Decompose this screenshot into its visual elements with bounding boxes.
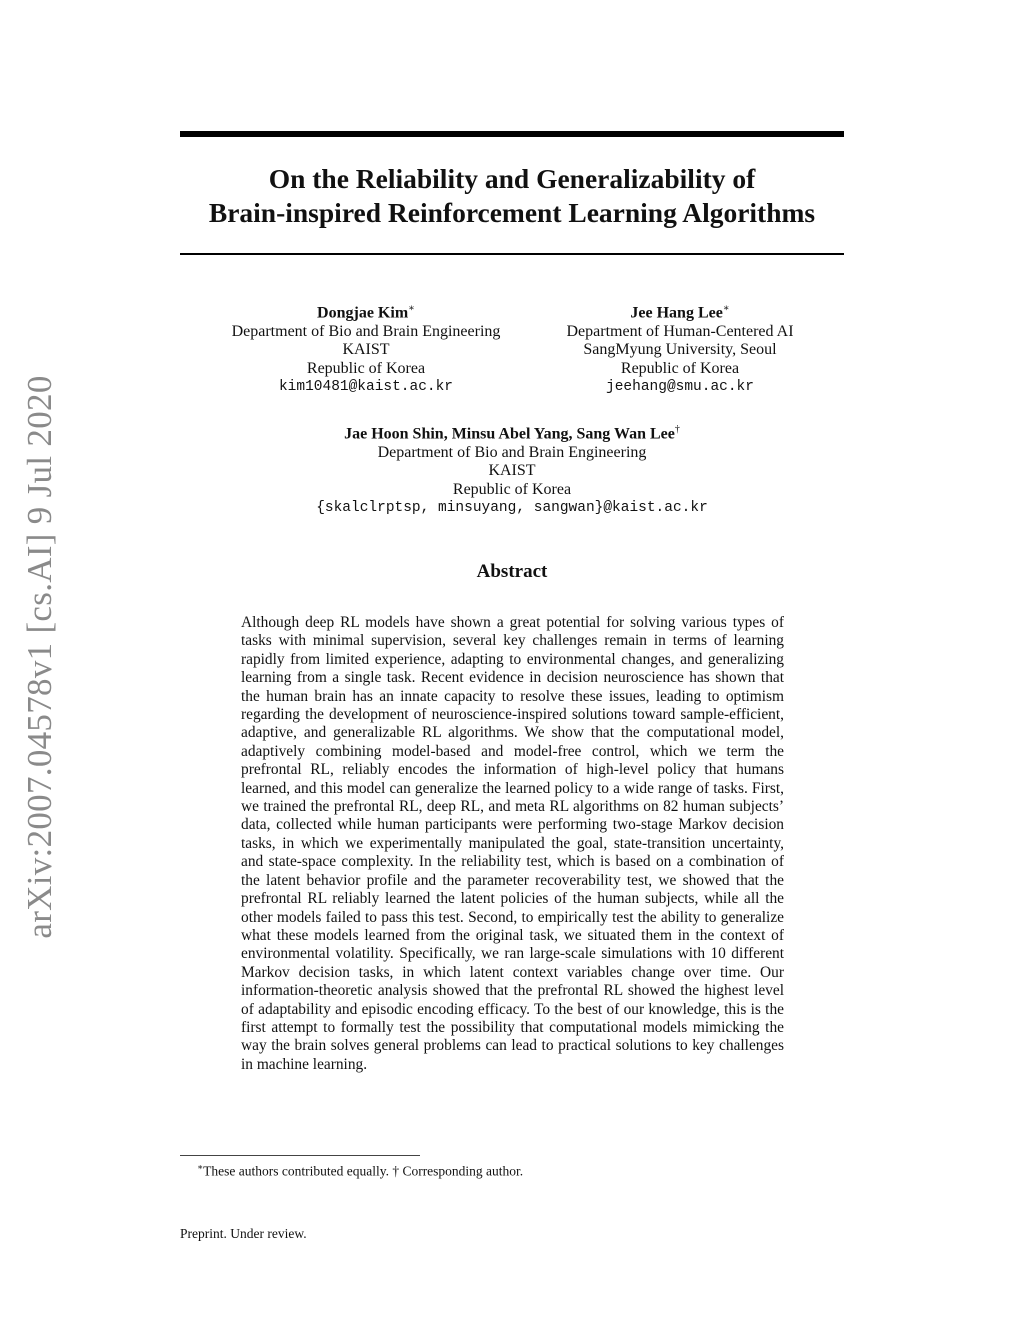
author-email: kim10481@kaist.ac.kr bbox=[278, 379, 454, 396]
title-bottom-rule bbox=[180, 253, 844, 255]
title-top-rule bbox=[180, 131, 844, 137]
paper-title-line-2: Brain-inspired Reinforcement Learning Algorithms bbox=[208, 197, 816, 228]
author-department: Department of Bio and Brain Engineering bbox=[231, 322, 501, 340]
author-email: {skalclrptsp, minsuyang, sangwan}@kaist.ac.kr bbox=[316, 500, 708, 517]
author-country: Republic of Korea bbox=[306, 359, 426, 377]
author-name: Dongjae Kim∗ bbox=[317, 303, 415, 322]
author-name: Jae Hoon Shin, Minsu Abel Yang, Sang Wan Lee† bbox=[344, 424, 680, 443]
author-name: Jee Hang Lee∗ bbox=[630, 303, 730, 322]
footnote-mark: ∗ bbox=[197, 1162, 204, 1172]
equal-contribution-mark: ∗ bbox=[722, 303, 730, 314]
preprint-notice: Preprint. Under review. bbox=[180, 1226, 307, 1241]
arxiv-identifier-stamp: arXiv:2007.04578v1 [cs.AI] 9 Jul 2020 bbox=[20, 375, 59, 939]
author-block-lee bbox=[520, 300, 840, 397]
footnote-rule bbox=[180, 1155, 420, 1156]
author-country: Republic of Korea bbox=[620, 359, 740, 377]
footnote-text: These authors contributed equally. † Corresponding author. bbox=[203, 1163, 524, 1179]
paper-title bbox=[160, 162, 864, 230]
abstract-heading: Abstract bbox=[476, 561, 548, 582]
author-department: Department of Human-Centered AI bbox=[566, 322, 794, 340]
footnote bbox=[197, 1159, 817, 1180]
corresponding-author-mark: † bbox=[674, 424, 680, 435]
author-institution: SangMyung University, Seoul bbox=[583, 341, 777, 359]
author-block-kim bbox=[200, 300, 532, 397]
author-country: Republic of Korea bbox=[452, 480, 572, 498]
author-department: Department of Bio and Brain Engineering bbox=[377, 443, 647, 461]
author-institution: KAIST bbox=[488, 462, 536, 480]
equal-contribution-mark: ∗ bbox=[408, 303, 415, 314]
abstract-text: Although deep RL models have shown a great potential for solving various types of tasks with minimal supervision, several key challenges remain in terms of learning rapidly from limited experience, adapting to environmental changes, and generalizing learning from a single task. Recent evidence in decision neuroscience has shown that the human brain has an innate capacity to resolve these issues, leading to optimism regarding the development of neuroscience-inspired solutions toward sample-efficient, adaptive, and generalizable RL algorithms. We show that the computational model, adaptively combining model-based and model-free control, which we term the prefrontal RL, reliably encodes the information of high-level policy that humans learned, and this model can generalize the learned policy to a wide range of tasks. First, we trained the prefrontal RL, deep RL, and meta RL algorithms on 82 human subjects’ data, collected while human participants were performing two-stage Markov decision tasks, in which we experimentally manipulated the goal, state-transition uncertainty, and state-space complexity. In the reliability test, which is based on a combination of the latent behavior profile and the parameter recoverability test, we showed that the prefrontal RL reliably learned the latent policies of the human subjects, while all the other models failed to pass this test. Second, to empirically test the ability to generalize what these models learned from the original task, we situated them in the context of environmental volatility. Specifically, we ran large-scale simulations with 10 different Markov decision tasks, in which latent context variables change over time. Our information-theoretic analysis showed that the prefrontal RL showed the highest level of adaptability and episodic encoding efficacy. To the best of our knowledge, this is the first attempt to formally test the possibility that computational models mimicking the way the brain solves general problems can lead to practical solutions to key challenges in machine learning. bbox=[241, 614, 784, 1073]
paper-title-line-1: On the Reliability and Generalizability of bbox=[268, 163, 756, 194]
author-block-group bbox=[262, 421, 762, 518]
author-email: jeehang@smu.ac.kr bbox=[606, 379, 754, 396]
author-institution: KAIST bbox=[342, 341, 390, 359]
